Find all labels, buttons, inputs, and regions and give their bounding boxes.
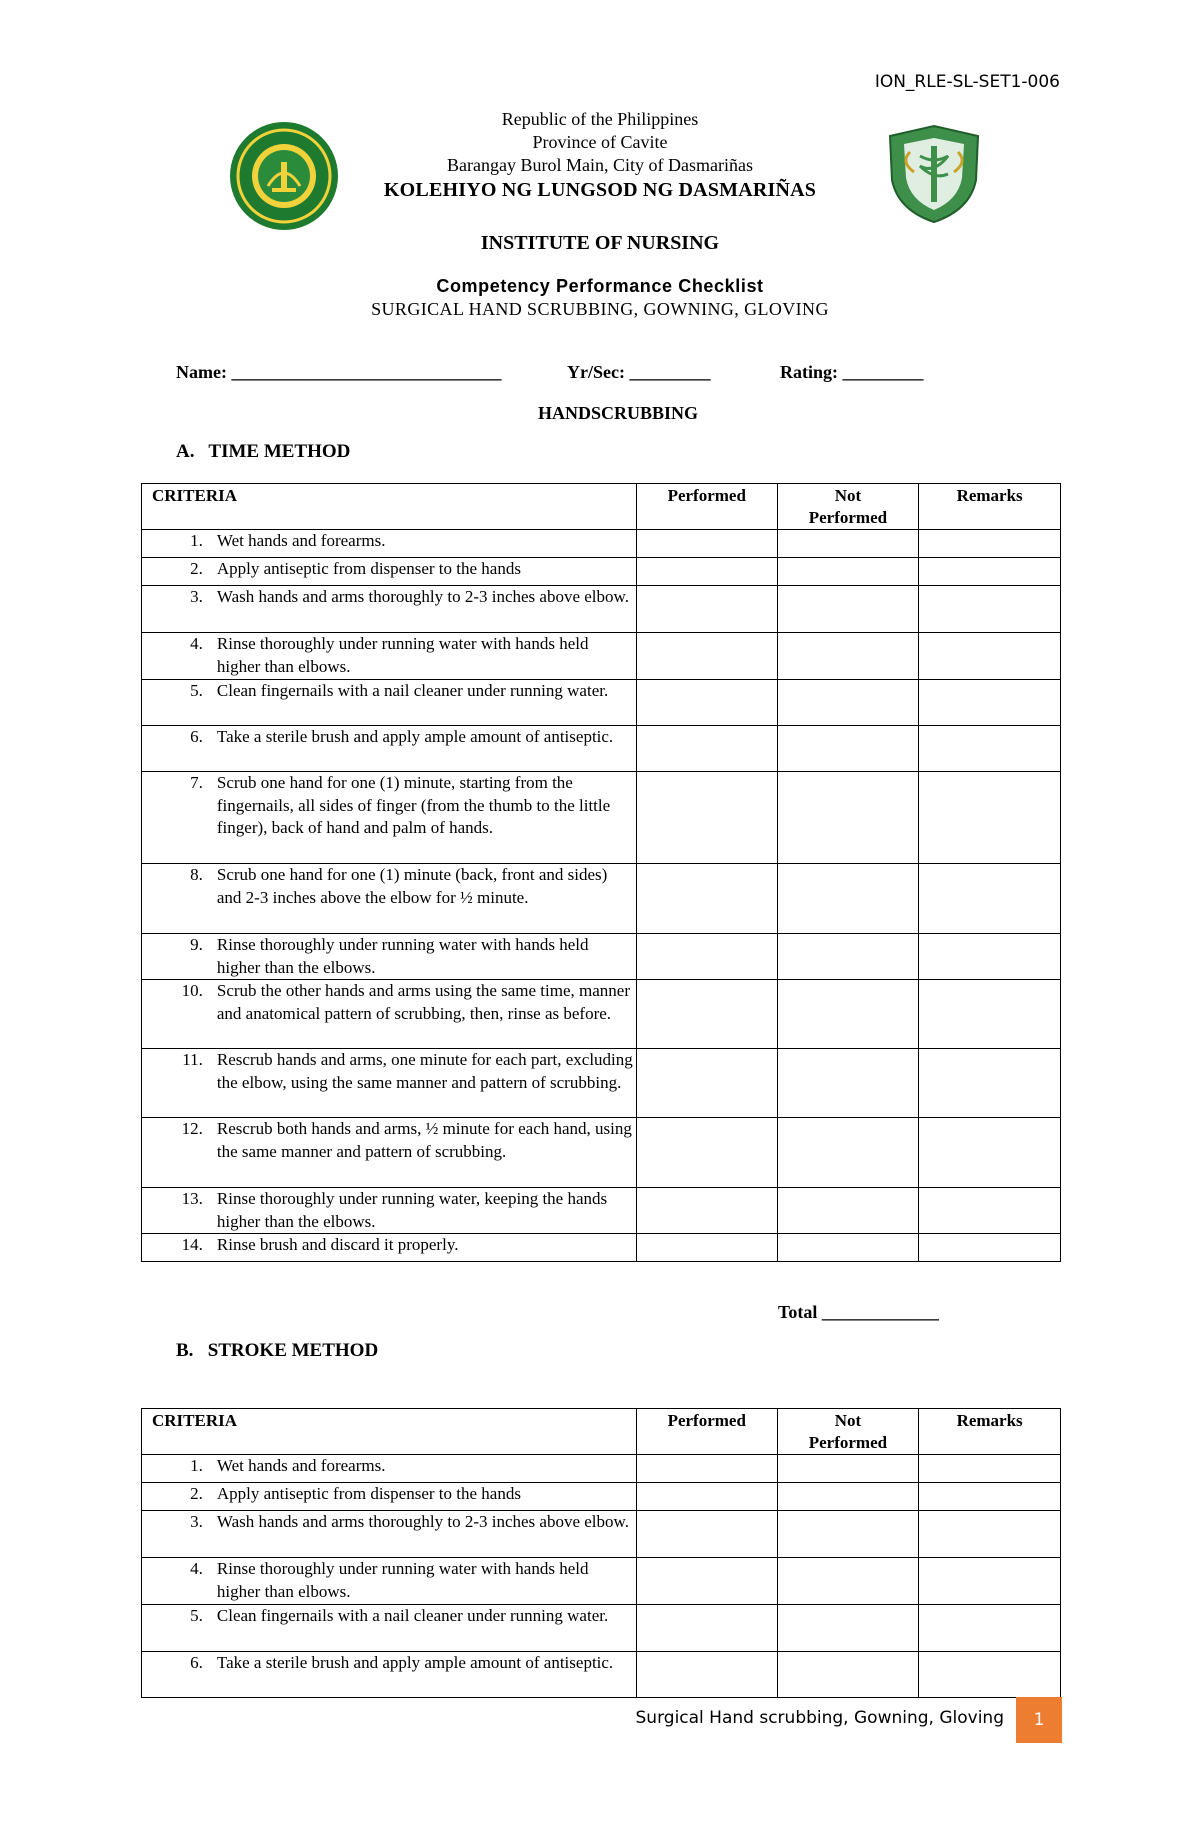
remarks-header: Remarks	[919, 484, 1061, 530]
not-performed-cell[interactable]	[777, 586, 919, 633]
performed-cell[interactable]	[636, 1605, 777, 1652]
not-performed-cell[interactable]	[777, 1118, 919, 1188]
not-performed-cell[interactable]	[777, 726, 919, 772]
performed-cell[interactable]	[636, 1511, 777, 1558]
table-row	[142, 772, 1061, 864]
time-method-table	[141, 483, 1061, 1262]
section-a-title: TIME METHOD	[208, 441, 351, 462]
criteria-number: 2.	[142, 558, 217, 586]
performed-cell[interactable]	[636, 558, 777, 586]
not-performed-cell[interactable]	[777, 558, 919, 586]
table-row	[142, 1483, 1061, 1511]
not-performed-cell[interactable]	[777, 1652, 919, 1698]
section-b-heading	[176, 1340, 378, 1362]
checklist-title: Competency Performance Checklist	[436, 276, 764, 296]
table-row	[142, 530, 1061, 558]
performed-cell[interactable]	[636, 772, 777, 864]
remarks-cell[interactable]	[919, 1652, 1061, 1698]
remarks-cell[interactable]	[919, 558, 1061, 586]
performed-header: Performed	[636, 1409, 777, 1455]
remarks-cell[interactable]	[919, 530, 1061, 558]
criteria-text: Scrub one hand for one (1) minute, starting from the fingernails, all sides of finger (from the thumb to the little finger), back of hand and palm of hands.	[217, 772, 637, 864]
section-a-letter: A.	[176, 441, 195, 462]
not-performed-cell[interactable]	[777, 1483, 919, 1511]
criteria-text: Rescrub both hands and arms, ½ minute for each hand, using the same manner and pattern of scrubbing.	[217, 1118, 637, 1188]
criteria-number: 1.	[142, 530, 217, 558]
not-performed-cell[interactable]	[777, 864, 919, 934]
performed-cell[interactable]	[636, 1234, 777, 1262]
criteria-text: Scrub one hand for one (1) minute (back, front and sides) and 2-3 inches above the elbow for ½ minute.	[217, 864, 637, 934]
not-performed-cell[interactable]	[777, 934, 919, 980]
table-row	[142, 558, 1061, 586]
criteria-number: 3.	[142, 586, 217, 633]
criteria-text: Take a sterile brush and apply ample amount of antiseptic.	[217, 1652, 637, 1698]
criteria-text: Rinse thoroughly under running water with hands held higher than the elbows.	[217, 934, 637, 980]
not-performed-cell[interactable]	[777, 1511, 919, 1558]
table-row	[142, 1188, 1061, 1234]
criteria-number: 3.	[142, 1511, 217, 1558]
criteria-text: Clean fingernails with a nail cleaner under running water.	[217, 680, 637, 726]
handscrubbing-title: HANDSCRUBBING	[537, 403, 699, 423]
section-b-letter: B.	[176, 1340, 194, 1361]
remarks-cell[interactable]	[919, 1188, 1061, 1234]
criteria-text: Wash hands and arms thoroughly to 2-3 inches above elbow.	[217, 1511, 637, 1558]
performed-cell[interactable]	[636, 1188, 777, 1234]
criteria-text: Wash hands and arms thoroughly to 2-3 inches above elbow.	[217, 586, 637, 633]
performed-cell[interactable]	[636, 1049, 777, 1118]
section-b-title: STROKE METHOD	[207, 1340, 379, 1361]
table-row	[142, 1511, 1061, 1558]
yrsec-field[interactable]: Yr/Sec: _________	[567, 362, 711, 382]
performed-cell[interactable]	[636, 980, 777, 1049]
performed-cell[interactable]	[636, 726, 777, 772]
remarks-cell[interactable]	[919, 1558, 1061, 1605]
criteria-number: 10.	[142, 980, 217, 1049]
remarks-cell[interactable]	[919, 934, 1061, 980]
remarks-cell[interactable]	[919, 1049, 1061, 1118]
remarks-cell[interactable]	[919, 1118, 1061, 1188]
not-performed-header: Not Performed	[777, 1409, 919, 1455]
not-performed-cell[interactable]	[777, 530, 919, 558]
table-row	[142, 1118, 1061, 1188]
criteria-header: CRITERIA	[142, 1409, 637, 1455]
criteria-number: 14.	[142, 1234, 217, 1262]
not-performed-cell[interactable]	[777, 680, 919, 726]
criteria-text: Wet hands and forearms.	[217, 530, 637, 558]
table-row	[142, 1049, 1061, 1118]
performed-cell[interactable]	[636, 680, 777, 726]
table-row	[142, 680, 1061, 726]
not-performed-cell[interactable]	[777, 1049, 919, 1118]
remarks-cell[interactable]	[919, 680, 1061, 726]
criteria-text: Rinse thoroughly under running water, keeping the hands higher than the elbows.	[217, 1188, 637, 1234]
remarks-cell[interactable]	[919, 726, 1061, 772]
criteria-number: 12.	[142, 1118, 217, 1188]
page-number: 1	[1016, 1697, 1062, 1743]
table-row	[142, 586, 1061, 633]
criteria-text: Rescrub hands and arms, one minute for each part, excluding the elbow, using the same manner and pattern of scrubbing.	[217, 1049, 637, 1118]
performed-cell[interactable]	[636, 934, 777, 980]
stroke-method-table	[141, 1408, 1061, 1698]
table-row	[142, 633, 1061, 680]
criteria-number: 6.	[142, 1652, 217, 1698]
performed-cell[interactable]	[636, 1652, 777, 1698]
remarks-cell[interactable]	[919, 1234, 1061, 1262]
criteria-number: 7.	[142, 772, 217, 864]
performed-cell[interactable]	[636, 530, 777, 558]
performed-cell[interactable]	[636, 586, 777, 633]
table-row	[142, 1455, 1061, 1483]
total-field[interactable]: Total _____________	[778, 1302, 939, 1322]
criteria-text: Clean fingernails with a nail cleaner under running water.	[217, 1605, 637, 1652]
not-performed-cell[interactable]	[777, 980, 919, 1049]
remarks-cell[interactable]	[919, 633, 1061, 680]
not-performed-cell[interactable]	[777, 1188, 919, 1234]
table-row	[142, 1234, 1061, 1262]
remarks-cell[interactable]	[919, 1511, 1061, 1558]
table-header-row	[142, 484, 1061, 530]
remarks-cell[interactable]	[919, 586, 1061, 633]
remarks-cell[interactable]	[919, 772, 1061, 864]
rating-field[interactable]: Rating: _________	[780, 362, 924, 382]
criteria-text: Rinse thoroughly under running water with hands held higher than elbows.	[217, 1558, 637, 1605]
not-performed-cell[interactable]	[777, 1605, 919, 1652]
not-performed-cell[interactable]	[777, 1455, 919, 1483]
checklist-subtitle: SURGICAL HAND SCRUBBING, GOWNING, GLOVING	[371, 299, 829, 319]
table-row	[142, 1605, 1061, 1652]
not-performed-cell[interactable]	[777, 1558, 919, 1605]
performed-cell[interactable]	[636, 633, 777, 680]
remarks-cell[interactable]	[919, 864, 1061, 934]
not-performed-cell[interactable]	[777, 633, 919, 680]
criteria-header: CRITERIA	[142, 484, 637, 530]
section-a-heading	[176, 441, 350, 463]
performed-cell[interactable]	[636, 1118, 777, 1188]
criteria-number: 9.	[142, 934, 217, 980]
remarks-cell[interactable]	[919, 1483, 1061, 1511]
criteria-number: 1.	[142, 1455, 217, 1483]
school-name: KOLEHIYO NG LUNGSOD NG DASMARIÑAS	[383, 179, 817, 201]
table-row	[142, 726, 1061, 772]
criteria-text: Take a sterile brush and apply ample amount of antiseptic.	[217, 726, 637, 772]
criteria-number: 5.	[142, 1605, 217, 1652]
performed-cell[interactable]	[636, 1455, 777, 1483]
table-header-row	[142, 1409, 1061, 1455]
remarks-header: Remarks	[919, 1409, 1061, 1455]
criteria-number: 2.	[142, 1483, 217, 1511]
institute-title: INSTITUTE OF NURSING	[480, 232, 720, 254]
table-row	[142, 864, 1061, 934]
criteria-text: Wet hands and forearms.	[217, 1455, 637, 1483]
name-field[interactable]: Name: ______________________________	[176, 362, 502, 382]
criteria-text: Apply antiseptic from dispenser to the hands	[217, 1483, 637, 1511]
footer-title: Surgical Hand scrubbing, Gowning, Gloving	[635, 1708, 1004, 1728]
criteria-number: 11.	[142, 1049, 217, 1118]
performed-cell[interactable]	[636, 1483, 777, 1511]
performed-header: Performed	[636, 484, 777, 530]
table-row	[142, 980, 1061, 1049]
not-performed-header: Not Performed	[777, 484, 919, 530]
document-header	[0, 108, 1200, 203]
criteria-text: Apply antiseptic from dispenser to the hands	[217, 558, 637, 586]
criteria-number: 4.	[142, 1558, 217, 1605]
table-row	[142, 934, 1061, 980]
remarks-cell[interactable]	[919, 1455, 1061, 1483]
performed-cell[interactable]	[636, 864, 777, 934]
header-province: Province of Cavite	[532, 132, 668, 152]
header-barangay: Barangay Burol Main, City of Dasmariñas	[447, 155, 753, 175]
performed-cell[interactable]	[636, 1558, 777, 1605]
criteria-number: 8.	[142, 864, 217, 934]
remarks-cell[interactable]	[919, 980, 1061, 1049]
table-row	[142, 1652, 1061, 1698]
not-performed-cell[interactable]	[777, 772, 919, 864]
criteria-number: 6.	[142, 726, 217, 772]
criteria-text: Rinse brush and discard it properly.	[217, 1234, 637, 1262]
table-row	[142, 1558, 1061, 1605]
remarks-cell[interactable]	[919, 1605, 1061, 1652]
header-republic: Republic of the Philippines	[501, 109, 699, 129]
criteria-number: 4.	[142, 633, 217, 680]
document-code: ION_RLE-SL-SET1-006	[874, 72, 1060, 92]
criteria-number: 13.	[142, 1188, 217, 1234]
not-performed-cell[interactable]	[777, 1234, 919, 1262]
criteria-text: Scrub the other hands and arms using the same time, manner and anatomical pattern of scrubbing, then, rinse as before.	[217, 980, 637, 1049]
criteria-number: 5.	[142, 680, 217, 726]
criteria-text: Rinse thoroughly under running water with hands held higher than elbows.	[217, 633, 637, 680]
